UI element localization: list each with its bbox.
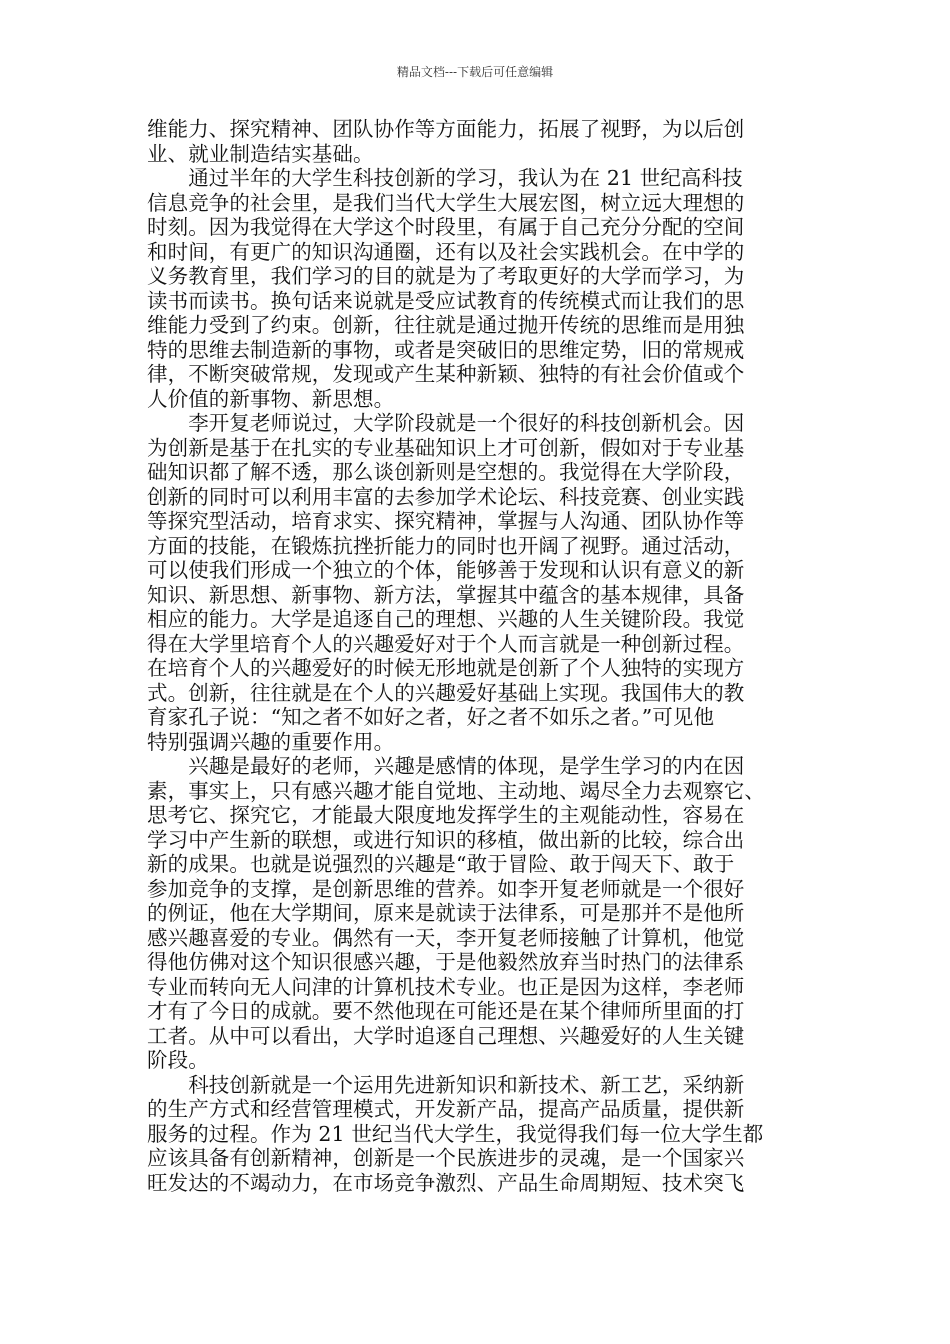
document-body — [147, 117, 811, 1195]
text-line: 通过半年的大学生科技创新的学习，我认为在 21 世纪高科技 — [147, 166, 743, 190]
text-line: 感兴趣喜爱的专业。偶然有一天，李开复老师接触了计算机，他觉 — [147, 925, 745, 950]
text-line: 阶段。 — [147, 1048, 209, 1072]
text-line: 旺发达的不竭动力，在市场竞争激烈、产品生命周期短、技术突飞 — [147, 1170, 745, 1195]
text-line: 新的成果。也就是说强烈的兴趣是“敢于冒险、敢于闯天下、敢于 — [147, 852, 735, 876]
text-line: 专业而转向无人问津的计算机技术专业。也正是因为这样，李老师 — [147, 974, 745, 999]
text-line: 相应的能力。大学是追逐自己的理想、兴趣的人生关键阶段。我觉 — [147, 607, 745, 631]
text-line: 创新的同时可以利用丰富的去参加学术论坛、科技竞赛、创业实践 — [147, 484, 745, 509]
text-line: 等探究型活动，培育求实、探究精神，掌握与人沟通、团队协作等 — [147, 509, 745, 533]
text-line: 和时间，有更广的知识沟通圈，还有以及社会实践机会。在中学的 — [147, 239, 745, 264]
page-header: 精品文档---下载后可任意编辑 — [396, 65, 554, 79]
text-line: 为创新是基于在扎实的专业基础知识上才可创新，假如对于专业基 — [147, 435, 745, 460]
text-line: 维能力受到了约束。创新，往往就是通过抛开传统的思维而是用独 — [147, 313, 745, 337]
text-line: 工者。从中可以看出，大学时追逐自己理想、兴趣爱好的人生关键 — [147, 1023, 745, 1048]
text-line: 维能力、探究精神、团队协作等方面能力，拓展了视野，为以后创 — [147, 117, 745, 141]
text-line: 时刻。因为我觉得在大学这个时段里，有属于自己充分分配的空间 — [147, 215, 745, 239]
text-line: 读书而读书。换句话来说就是受应试教育的传统模式而让我们的思 — [147, 288, 745, 313]
text-line: 兴趣是最好的老师，兴趣是感情的体现，是学生学习的内在因 — [147, 754, 745, 778]
text-line: 应该具备有创新精神，创新是一个民族进步的灵魂，是一个国家兴 — [147, 1146, 745, 1170]
text-line: 特别强调兴趣的重要作用。 — [147, 729, 395, 754]
text-line: 参加竞争的支撑，是创新思维的营养。如李开复老师就是一个很好 — [147, 876, 745, 901]
text-line: 在培育个人的兴趣爱好的时候无形地就是创新了个人独特的实现方 — [147, 656, 745, 680]
text-line: 得在大学里培育个人的兴趣爱好对于个人而言就是一种创新过程。 — [147, 631, 745, 656]
text-line: 李开复老师说过，大学阶段就是一个很好的科技创新机会。因 — [147, 411, 745, 435]
text-line: 才有了今日的成就。要不然他现在可能还是在某个律师所里面的打 — [147, 999, 745, 1023]
text-line: 育家孔子说：“知之者不如好之者，好之者不如乐之者。”可见他 — [147, 705, 715, 729]
text-line: 的例证，他在大学期间，原来是就读于法律系，可是那并不是他所 — [147, 901, 745, 925]
text-line: 信息竞争的社会里，是我们当代大学生大展宏图，树立远大理想的 — [147, 190, 745, 215]
text-line: 服务的过程。作为 21 世纪当代大学生，我觉得我们每一位大学生都 — [147, 1121, 764, 1146]
text-line: 础知识都了解不透，那么谈创新则是空想的。我觉得在大学阶段， — [147, 460, 745, 484]
text-line: 得他仿佛对这个知识很感兴趣，于是他毅然放弃当时热门的法律系 — [147, 950, 745, 974]
text-line: 业、就业制造结实基础。 — [147, 141, 374, 166]
text-line: 式。创新，往往就是在个人的兴趣爱好基础上实现。我国伟大的教 — [147, 680, 745, 705]
text-line: 可以使我们形成一个独立的个体，能够善于发现和认识有意义的新 — [147, 558, 745, 582]
text-line: 素，事实上，只有感兴趣才能自觉地、主动地、竭尽全力去观察它、 — [147, 778, 765, 803]
text-line: 义务教育里，我们学习的目的就是为了考取更好的大学而学习，为 — [147, 264, 745, 288]
text-line: 人价值的新事物、新思想。 — [147, 386, 395, 411]
text-line: 思考它、探究它，才能最大限度地发挥学生的主观能动性，容易在 — [147, 803, 745, 827]
text-line: 律，不断突破常规，发现或产生某种新颖、独特的有社会价值或个 — [147, 362, 745, 386]
text-line: 知识、新思想、新事物、新方法，掌握其中蕴含的基本规律，具备 — [147, 582, 745, 607]
text-line: 的生产方式和经营管理模式，开发新产品，提高产品质量，提供新 — [147, 1097, 745, 1121]
text-line: 方面的技能，在锻炼抗挫折能力的同时也开阔了视野。通过活动， — [147, 533, 745, 558]
text-line: 科技创新就是一个运用先进新知识和新技术、新工艺，采纳新 — [147, 1072, 745, 1097]
text-line: 特的思维去制造新的事物，或者是突破旧的思维定势，旧的常规戒 — [147, 337, 745, 362]
text-line: 学习中产生新的联想，或进行知识的移植，做出新的比较，综合出 — [147, 827, 745, 852]
